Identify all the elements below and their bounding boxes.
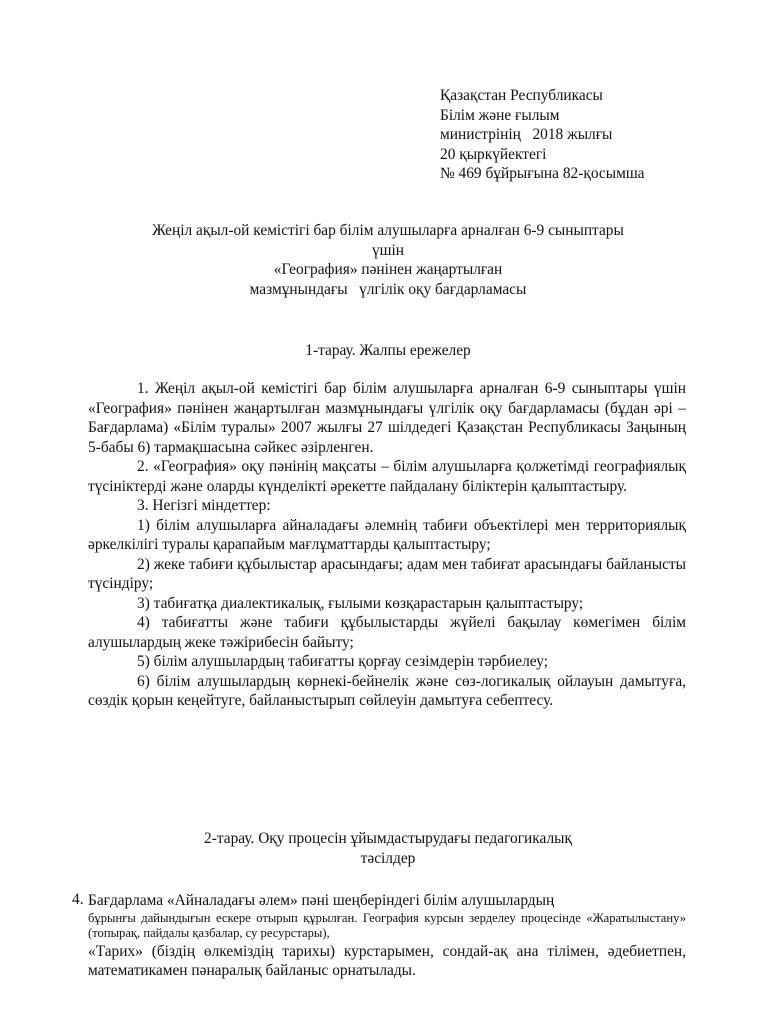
document-title [88,221,688,299]
paragraph: 3) табиғатқа диалектикалық, ғылыми көзқарастарын қалыптастыру; [137,594,584,612]
section-2-heading [88,829,688,868]
document-title-line: Жеңіл ақыл-ой кемістігі бар білім алушыларға арналған 6-9 сыныптары [152,222,624,239]
item-number: 4. [72,891,84,908]
section-2-heading-line: 2-тарау. Оқу процесін ұйымдастырудағы педагогикалық [204,830,572,847]
item-small-text: бұрынғы дайындығын ескере отырып құрылған. География курсын зерделеу процесінде «Жаратылыстану» (топырақ, пайдалы қазбалар, су ресурстары), [88,910,686,940]
paragraph: 1) білім алушыларға айналадағы әлемнің табиғи объектілері мен территориялық әркелкілігі туралы қарапайым мағлұматтарды қалыптастыру; [88,516,686,553]
appendix-note-line: № 469 бұйрығына 82-қосымша [440,165,645,182]
paragraph: 2) жеке табиғи құбылыстар арасындағы; адам мен табиғат арасындағы байланысты түсіндіру; [88,555,686,592]
paragraph: 4) табиғатты және табиғи құбылыстарды жүйелі бақылау көмегімен білім алушылардың жеке тәжірибесін байыту; [88,614,686,651]
paragraph: 6) білім алушылардың көрнекі-бейнелік және сөз-логикалық ойлауын дамытуға, сөздік қорын кеңейтуге, байланыстырып сөйлеуін дамытуға себептесу. [88,672,686,709]
document-title-line: мазмұнындағы үлгілік оқу бағдарламасы [249,280,527,298]
paragraph: 3. Негізгі міндеттер: [137,497,271,514]
appendix-note-line: Білім және ғылым [440,106,560,124]
appendix-note-line: Қазақстан Республикасы [440,87,603,104]
item-rest-text: «Тарих» (біздің өлкеміздің тарихы) курстарымен, сондай-ақ ана тілімен, әдебиетпен, математикамен пәнаралық байланыс орнатылады. [88,942,686,979]
document-title-line: «География» пәнінен жаңартылған [273,261,503,278]
numbered-item-4 [72,891,686,981]
section-2-heading-line: тәсілдер [360,849,416,867]
paragraph: 1. Жеңіл ақыл-ой кемістігі бар білім алушыларға арналған 6-9 сыныптары үшін «География» пәнінен жаңартылған мазмұнындағы үлгілік оқу бағдарламасы (бұдан әрі – Бағдарлама) «Білім туралы» 2007 жылғы 27 шілдедегі Қазақстан Республикасы Заңының 5-бабы 6) тармақшасына сәйкес әзірленген. [88,380,686,456]
appendix-note [440,86,645,184]
paragraph: 5) білім алушылардың табиғатты қорғау сезімдерін тәрбиелеу; [137,653,548,670]
section-1-heading: 1-тарау. Жалпы ережелер [305,342,471,359]
appendix-note-line: 20 қыркүйектегі [440,145,547,163]
section-1-body [88,379,686,711]
appendix-note-line: министрінің 2018 жылғы [440,126,613,143]
paragraph: 2. «География» оқу пәнінің мақсаты – білім алушыларға қолжетімді географиялық түсініктерді және оларды күнделікті әрекетте пайдалану біліктерін қалыптастыру. [88,458,686,495]
document-title-line: үшін [371,241,405,259]
item-lead-text: Бағдарлама «Айналадағы әлем» пәні шеңберіндегі білім алушылардың [88,892,555,909]
